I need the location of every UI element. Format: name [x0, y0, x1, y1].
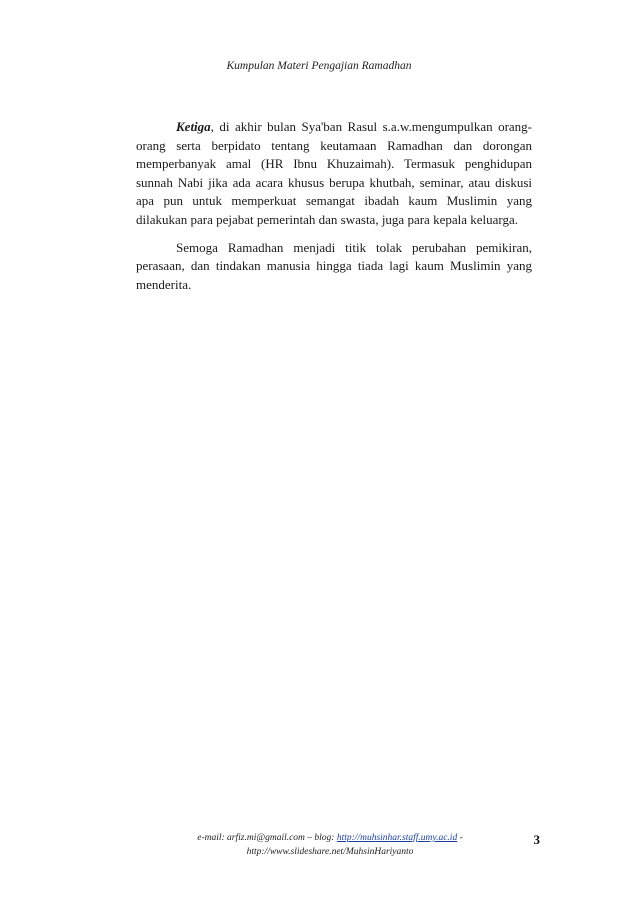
footer-line-1 [180, 831, 480, 845]
page-footer [180, 831, 480, 859]
page-number: 3 [533, 832, 540, 847]
footer-email: e-mail: arfiz.mi@gmail.com – blog: [197, 833, 337, 843]
main-content [136, 118, 532, 303]
footer-separator: - [457, 833, 463, 843]
footer-slideshare-link[interactable]: http://www.slideshare.net/MuhsinHariyanto [246, 847, 414, 857]
paragraph-1 [136, 118, 532, 230]
paragraph-1-text: , di akhir bulan Sya'ban Rasul s.a.w.mengumpulkan orang-orang serta berpidato tentang keutamaan Ramadhan dan dorongan memperbanyak amal (HR Ibnu Khuzaimah). Termasuk penghidupan sunnah Nabi jika ada acara khusus berupa khutbah, seminar, atau diskusi apa pun untuk memperkuat semangat ibadah kaum Muslimin yang dilakukan para pejabat pemerintah dan swasta, juga para kepala keluarga. [136, 119, 532, 227]
running-header: Kumpulan Materi Pengajian Ramadhan [226, 60, 412, 72]
paragraph-1-lead: Ketiga [176, 119, 211, 134]
paragraph-2: Semoga Ramadhan menjadi titik tolak perubahan pemikiran, perasaan, dan tindakan manusia hingga tiada lagi kaum Muslimin yang menderita. [136, 239, 532, 292]
footer-blog-link[interactable]: http://muhsinhar.staff.umy.ac.id [336, 833, 458, 843]
